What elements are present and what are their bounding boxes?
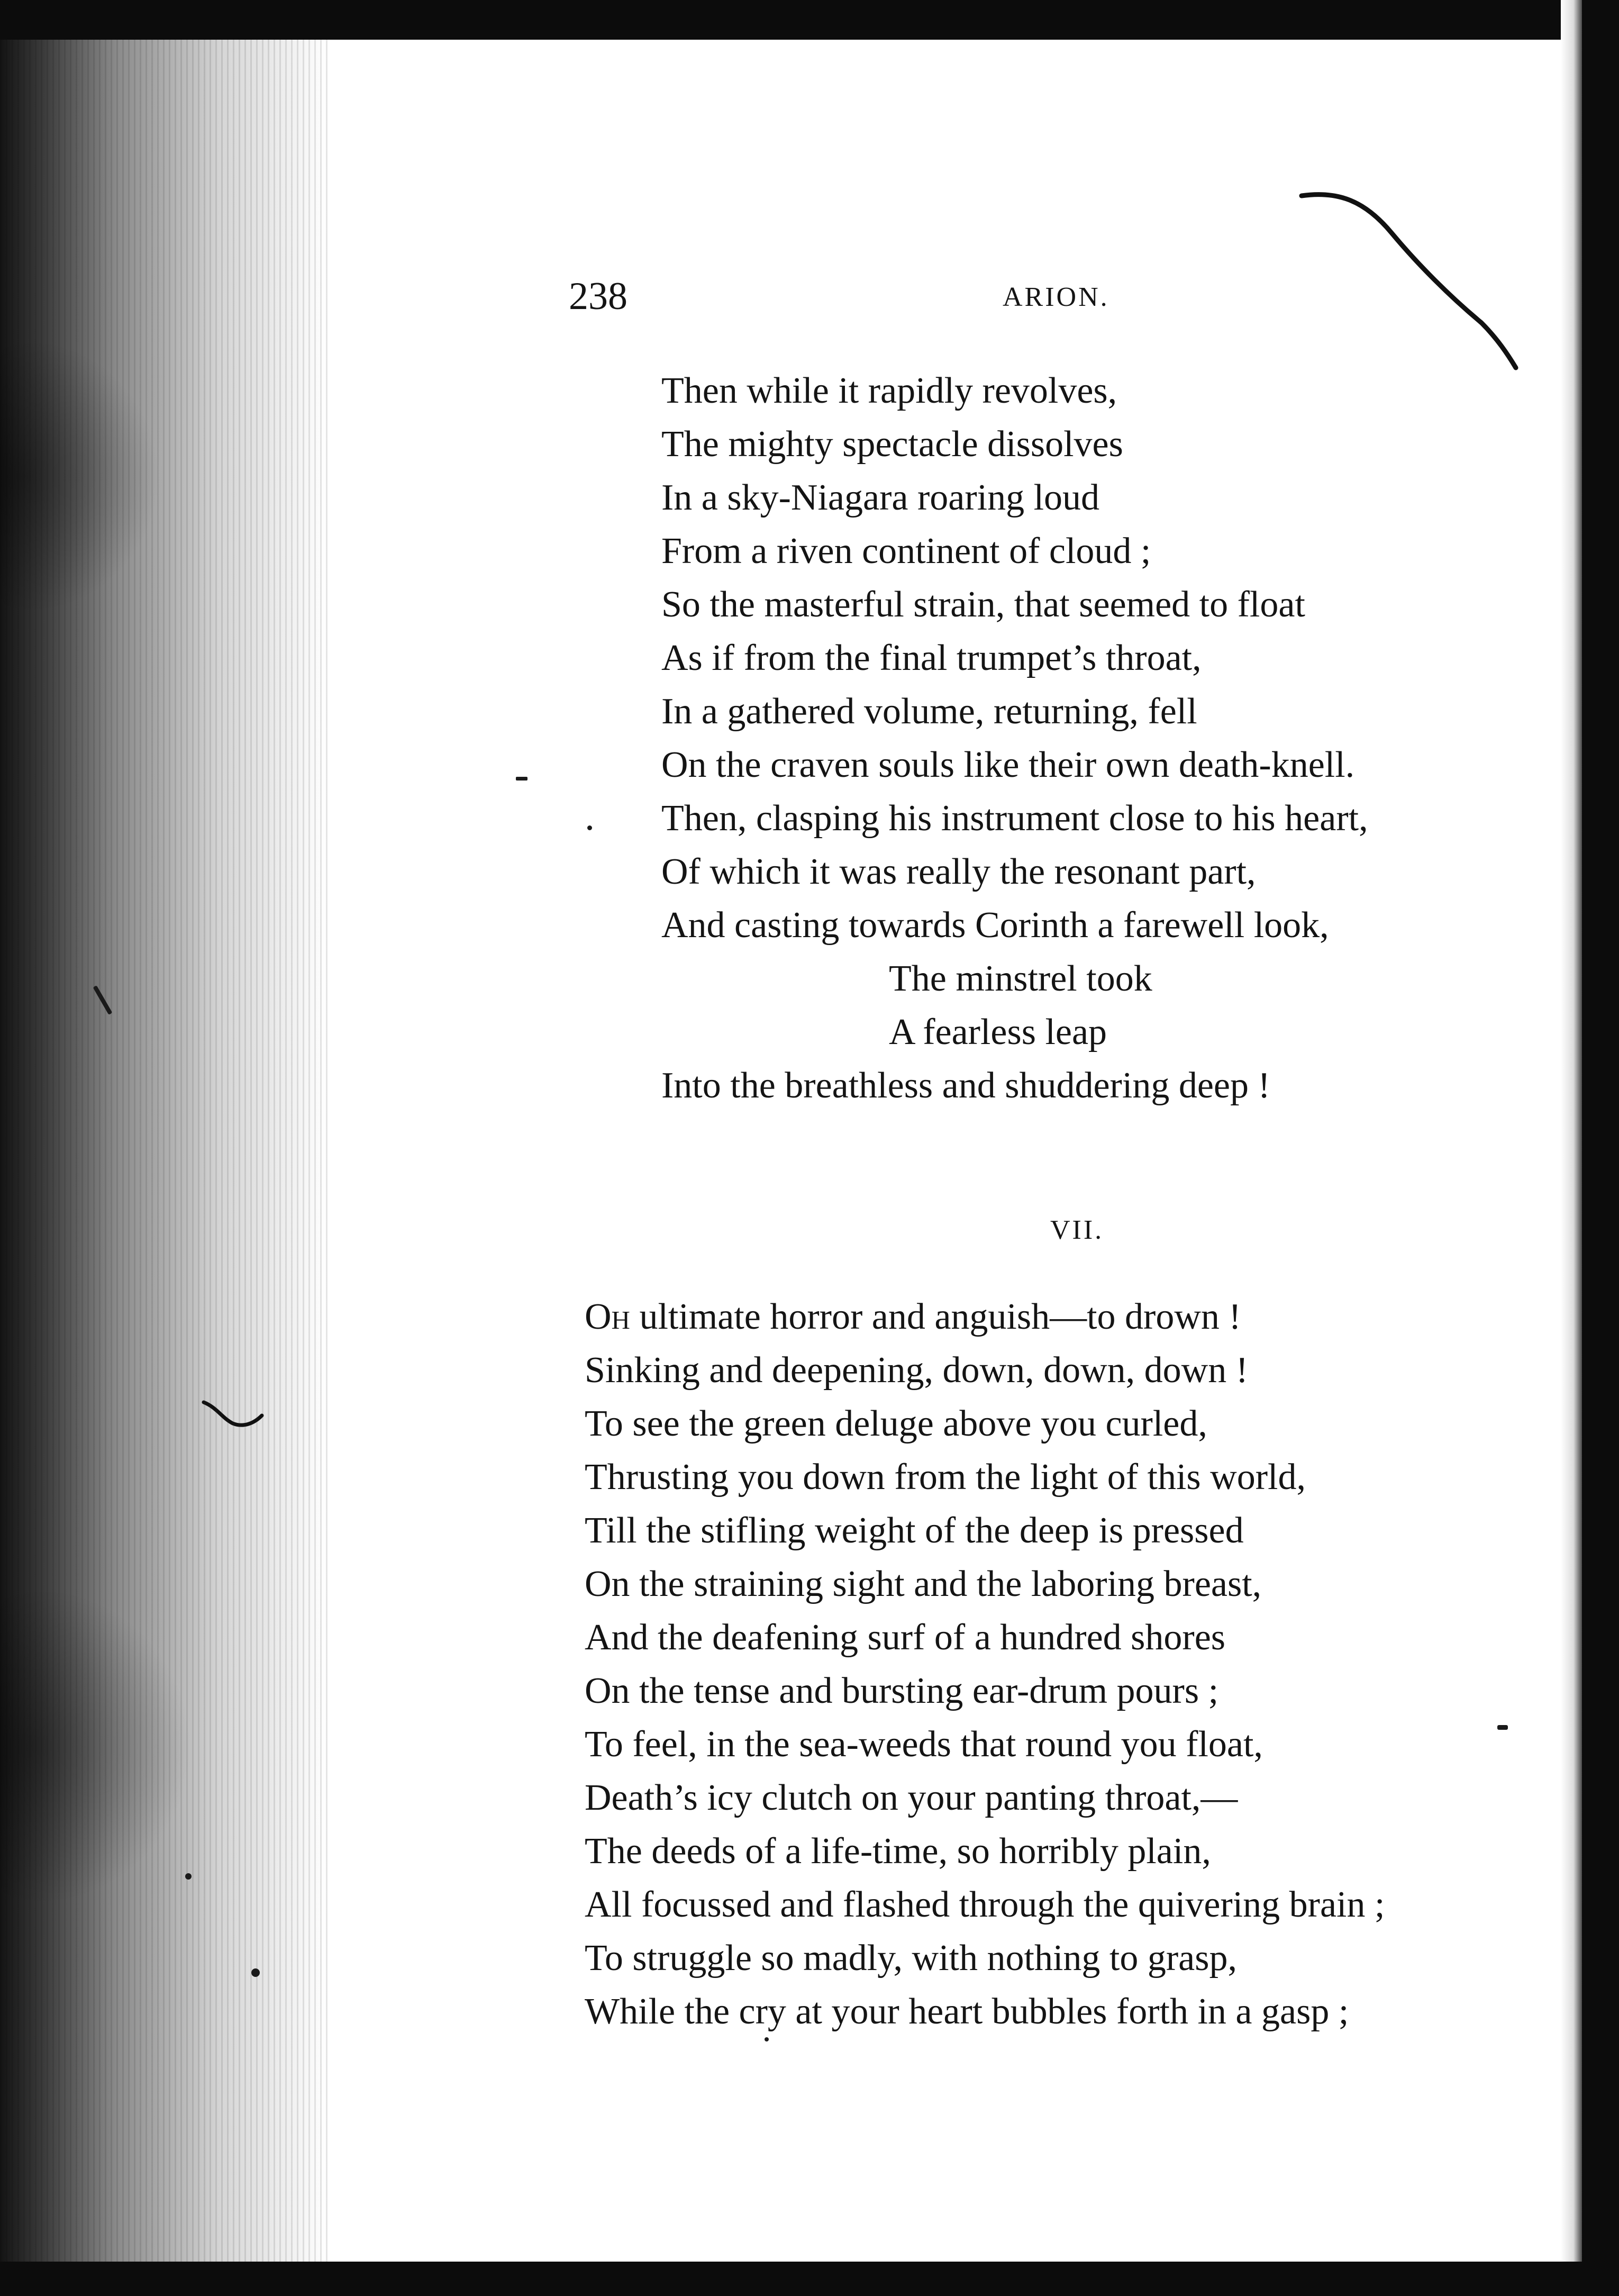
poem-section-vii [585,1290,1385,2038]
scan-border-bottom [0,2262,1619,2296]
scanned-gutter-shadow [0,0,328,2296]
poem-line: On the straining sight and the laboring breast, [585,1564,1262,1604]
poem-line: Of which it was really the resonant part, [661,851,1256,892]
poem-line: So the masterful strain, that seemed to float [661,584,1305,625]
scan-border-top [0,0,1619,40]
running-head: ARION. [1003,282,1109,312]
poem-line [585,1290,1385,1344]
poem-line: To struggle so madly, with nothing to grasp, [585,1938,1237,1979]
ink-speck [1497,1725,1508,1730]
poem-line: And the deafening surf of a hundred shores [585,1617,1226,1658]
poem-line: As if from the final trumpet’s throat, [661,638,1202,678]
poem-line: All focussed and flashed through the quivering brain ; [585,1884,1385,1925]
poem-line: The mighty spectacle dissolves [661,424,1123,465]
poem-stanza-continued [661,364,1368,1112]
poem-line: Death’s icy clutch on your panting throat,— [585,1777,1238,1818]
opening-word: Oh [585,1296,630,1337]
poem-line: In a gathered volume, returning, fell [661,691,1197,732]
poem-line: Thrusting you down from the light of this world, [585,1457,1306,1498]
ink-speck [587,825,592,830]
scan-border-right [1582,0,1619,2296]
poem-line: Then, clasping his instrument close to his heart, [661,798,1368,839]
ink-check-mark [201,1397,265,1434]
poem-line: Sinking and deepening, down, down, down ! [585,1350,1249,1391]
poem-line: On the tense and bursting ear-drum pours ; [585,1671,1219,1711]
poem-line: In a sky-Niagara roaring loud [661,477,1100,518]
poem-line: To feel, in the sea-weeds that round you float, [585,1724,1263,1765]
poem-line: The minstrel took [889,958,1152,999]
page-number: 238 [569,275,627,318]
poem-line: From a riven continent of cloud ; [661,531,1151,571]
poem-line: To see the green deluge above you curled, [585,1403,1207,1444]
page-header [569,273,1553,320]
ink-speck [185,1873,192,1880]
poem-line: Till the stifling weight of the deep is pressed [585,1510,1244,1551]
poem-line: The deeds of a life-time, so horribly plain, [585,1831,1211,1872]
page-edge-shadow [1561,0,1582,2296]
poem-line-text: ultimate horror and anguish—to drown ! [630,1296,1241,1337]
poem-line: Into the breathless and shuddering deep ! [661,1065,1270,1106]
poem-line: And casting towards Corinth a farewell look, [661,905,1329,946]
ink-speck [251,1968,260,1977]
poem-line: On the craven souls like their own death-knell. [661,745,1355,785]
poem-line: Then while it rapidly revolves, [661,370,1117,411]
section-numeral: VII. [1050,1215,1104,1245]
poem-line: While the cry at your heart bubbles forth in a gasp ; [585,1991,1349,2032]
poem-line: A fearless leap [889,1012,1107,1052]
ink-speck [516,777,527,781]
